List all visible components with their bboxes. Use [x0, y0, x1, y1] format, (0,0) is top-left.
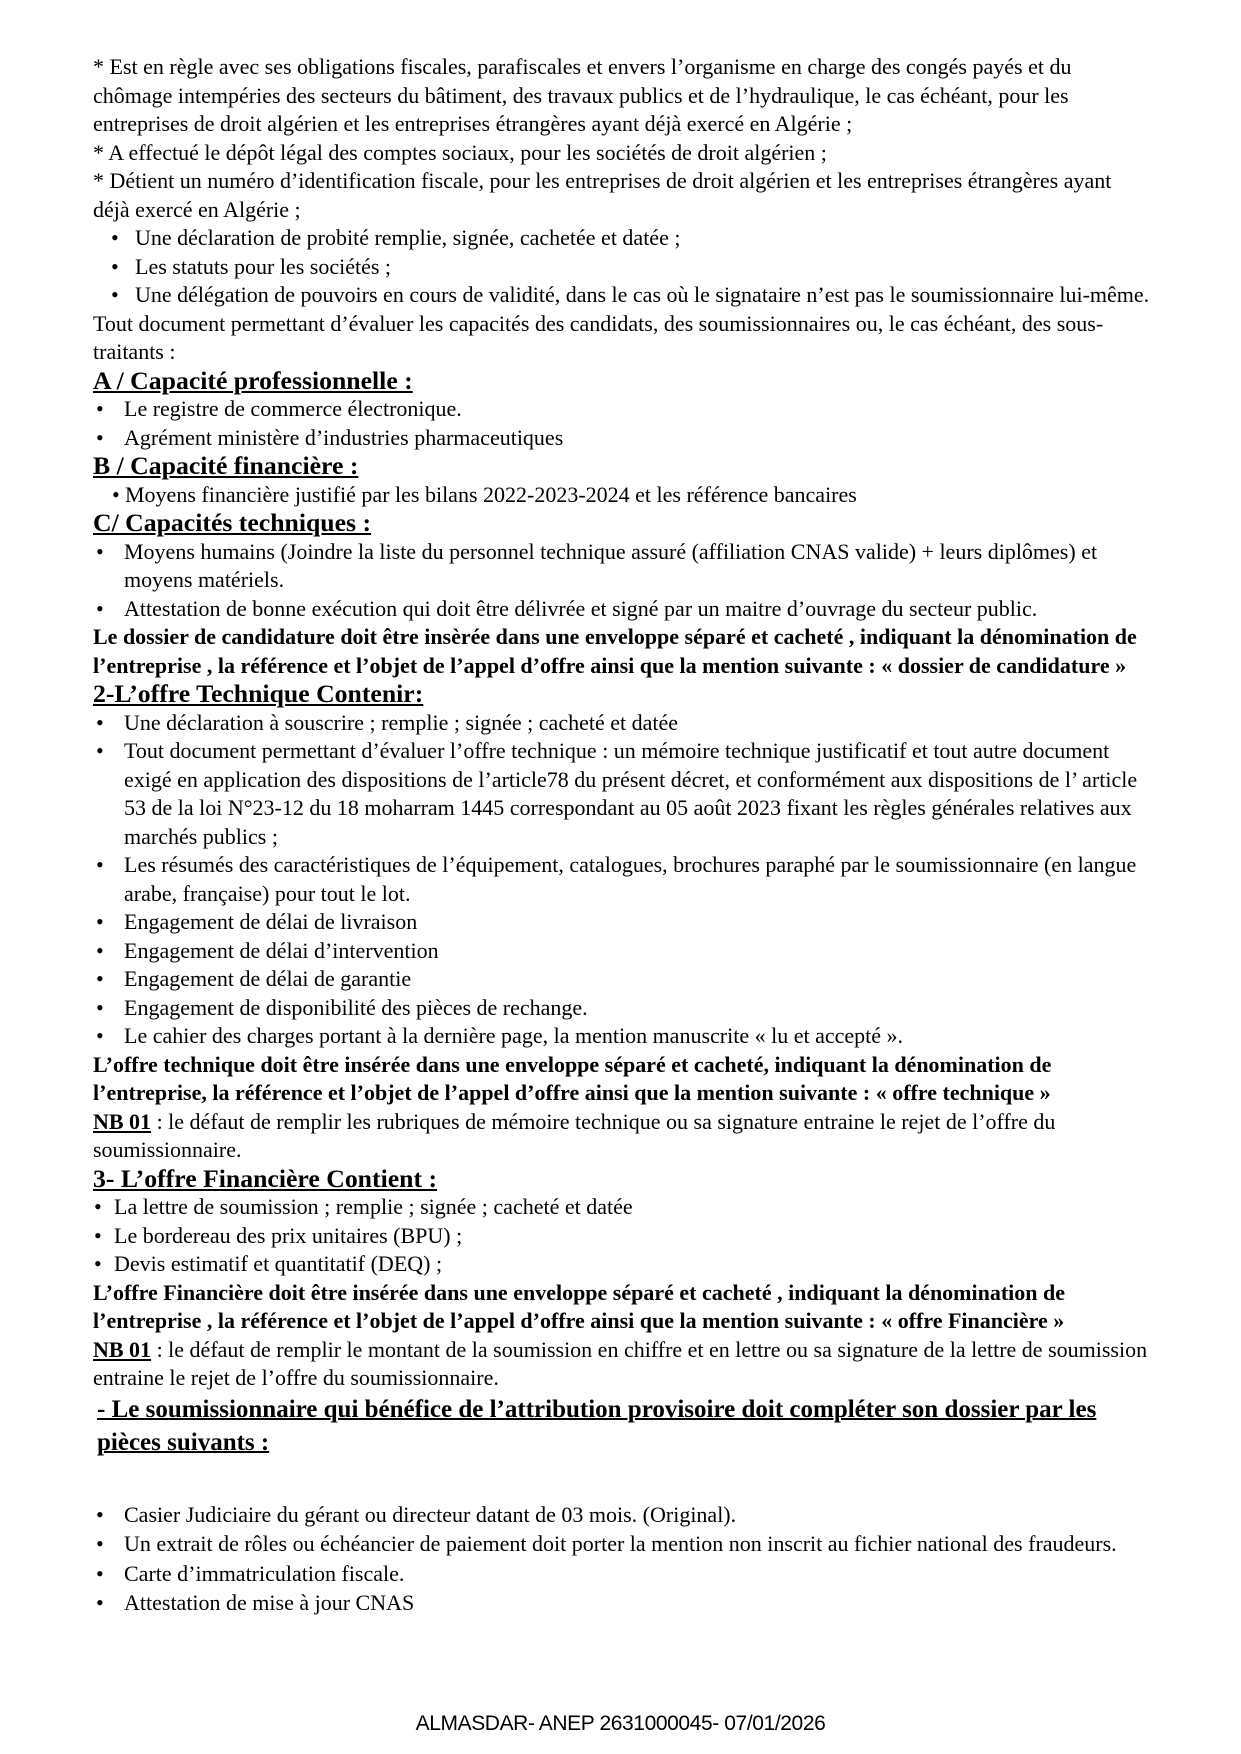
list-item: • Attestation de bonne exécution qui doit être délivrée et signé par un maitre d’ouvrage du secteur public. [93, 595, 1151, 624]
section-b-list [112, 481, 1151, 510]
offre-technique-envelope-note: L’offre technique doit être insérée dans une enveloppe séparé et cacheté, indiquant la dénomination de l’entreprise, la référence et l’objet de l’appel d’offre ainsi que la mention suivante : « offre technique » [93, 1051, 1052, 1105]
list-item: • Les résumés des caractéristiques de l’équipement, catalogues, brochures paraphé par le soumissionnaire (en langue arabe, française) pour tout le lot. [93, 851, 1151, 908]
section-b-heading: B / Capacité financière : [93, 451, 359, 480]
list-item: • Le registre de commerce électronique. [93, 395, 1151, 424]
list-item: • Les statuts pour les sociétés ; [111, 253, 1151, 282]
candidature-doc-list [111, 224, 1151, 310]
section-c-list [93, 538, 1151, 624]
list-item: • Une déclaration de probité remplie, signée, cachetée et datée ; [111, 224, 1151, 253]
nb-text: : le défaut de remplir les rubriques de mémoire technique ou sa signature entraine le rejet de l’offre du soumissionnaire. [93, 1108, 1056, 1162]
section-a-heading: A / Capacité professionnelle : [93, 365, 413, 395]
evaluation-note: Tout document permettant d’évaluer les capacités des candidats, des soumissionnaires ou, le cas échéant, des sous-traitants : [93, 310, 1104, 364]
offre-financiere-heading: 3- L’offre Financière Contient : [93, 1163, 438, 1193]
list-item: • Engagement de délai d’intervention [93, 937, 1151, 966]
list-item: • Carte d’immatriculation fiscale. [93, 1560, 1151, 1589]
nb-note-1 [93, 1108, 1151, 1165]
list-item: • Une délégation de pouvoirs en cours de validité, dans le cas où le signataire n’est pas le soumissionnaire lui-même. [111, 281, 1151, 310]
list-item: • La lettre de soumission ; remplie ; signée ; cacheté et datée [93, 1193, 1151, 1222]
list-item: • Engagement de disponibilité des pièces de rechange. [93, 994, 1151, 1023]
list-item: • Le bordereau des prix unitaires (BPU) ; [93, 1222, 1151, 1251]
nb-text: : le défaut de remplir le montant de la soumission en chiffre et en lettre ou sa signature de la lettre de soumission entraine le rejet de l’offre du soumissionnaire. [93, 1336, 1148, 1390]
offre-financiere-envelope-note: L’offre Financière doit être insérée dans une enveloppe séparé et cacheté , indiquant la dénomination de l’entreprise , la référence et l’objet de l’appel d’offre ainsi que la mention suivante : « offre Financière » [93, 1279, 1066, 1333]
section-a-list [93, 395, 1151, 452]
list-item: • Une déclaration à souscrire ; remplie ; signée ; cacheté et datée [93, 709, 1151, 738]
attribution-docs-list [93, 1501, 1151, 1618]
attribution-heading: - Le soumissionnaire qui bénéfice de l’attribution provisoire doit compléter son dossier par les pièces suivants : [97, 1395, 1097, 1456]
offre-financiere-list [93, 1193, 1151, 1279]
intro-paragraph-3: * Détient un numéro d’identification fiscale, pour les entreprises de droit algérien et les entreprises étrangères ayant déjà exercé en Algérie ; [93, 168, 1112, 222]
list-item: • Tout document permettant d’évaluer l’offre technique : un mémoire technique justificatif et tout autre document exigé en application des dispositions de l’article78 du présent décret, et conformément aux dispositions de l’ article 53 de la loi N°23-12 du 18 moharram 1445 correspondant au 05 août 2023 fixant les règles générales relatives aux marchés publics ; [93, 737, 1151, 851]
list-item: • Engagement de délai de garantie [93, 965, 1151, 994]
section-c-heading: C/ Capacités techniques : [93, 508, 372, 537]
list-item: • Un extrait de rôles ou échéancier de paiement doit porter la mention non inscrit au fichier national des fraudeurs. [93, 1530, 1151, 1559]
list-item: • Moyens financière justifié par les bilans 2022-2023-2024 et les référence bancaires [112, 481, 1151, 510]
list-item: • Agrément ministère d’industries pharmaceutiques [93, 424, 1151, 453]
list-item: • Moyens humains (Joindre la liste du personnel technique assuré (affiliation CNAS valide) + leurs diplômes) et moyens matériels. [93, 538, 1151, 595]
list-item: • Casier Judiciaire du gérant ou directeur datant de 03 mois. (Original). [93, 1501, 1151, 1530]
list-item: • Attestation de mise à jour CNAS [93, 1589, 1151, 1618]
nb-note-2 [93, 1336, 1151, 1393]
nb-label: NB 01 [93, 1336, 152, 1362]
offre-technique-list [93, 709, 1151, 1051]
list-item: • Devis estimatif et quantitatif (DEQ) ; [93, 1250, 1151, 1279]
offre-technique-heading: 2-L’offre Technique Contenir: [93, 679, 424, 708]
intro-paragraph-1: * Est en règle avec ses obligations fiscales, parafiscales et envers l’organisme en charge des congés payés et du chômage intempéries des secteurs du bâtiment, des travaux publics et de l’hydraulique, le cas échéant, pour les entreprises de droit algérien et les entreprises étrangères ayant déjà exercé en Algérie ; [93, 54, 1072, 136]
dossier-envelope-note: Le dossier de candidature doit être insèrée dans une enveloppe séparé et cacheté , indiquant la dénomination de l’entreprise , la référence et l’objet de l’appel d’offre ainsi que la mention suivante : « dossier de candidature » [93, 624, 1137, 678]
nb-label: NB 01 [93, 1108, 152, 1134]
list-item: • Engagement de délai de livraison [93, 908, 1151, 937]
anep-reference: ALMASDAR- ANEP 2631000045- 07/01/2026 [415, 1711, 826, 1735]
intro-paragraph-2: * A effectué le dépôt légal des comptes sociaux, pour les sociétés de droit algérien ; [93, 139, 827, 165]
list-item: • Le cahier des charges portant à la dernière page, la mention manuscrite « lu et accepté ». [93, 1022, 1151, 1051]
